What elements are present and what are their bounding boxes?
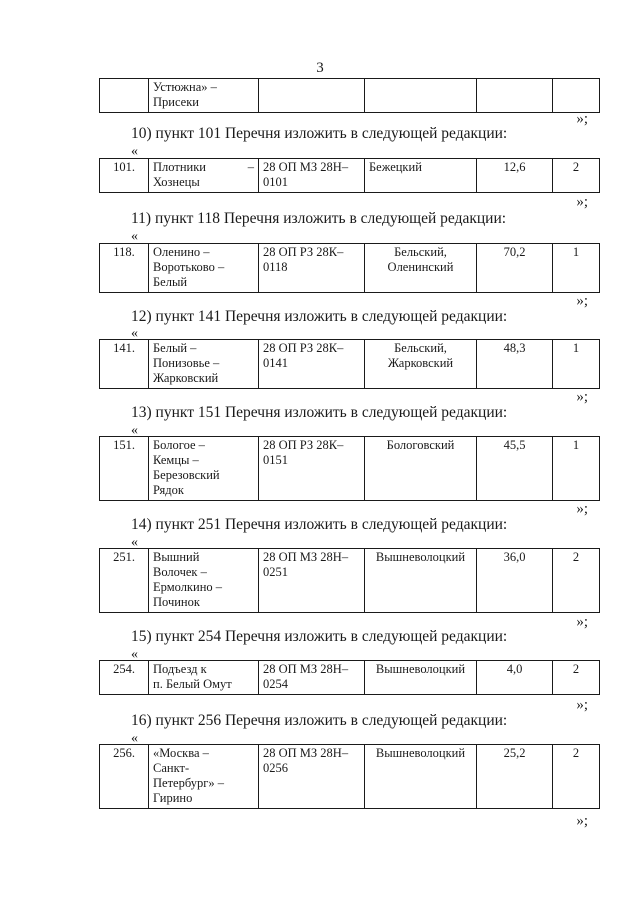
name-line: Рядок (153, 483, 184, 497)
cell-num: 141. (100, 340, 149, 389)
cell-name (149, 437, 259, 501)
opening-quote: « (131, 423, 138, 438)
name-line: Присеки (153, 95, 199, 109)
cell-name (149, 159, 259, 193)
cell-category (553, 79, 600, 113)
district-line: Бельский, (394, 245, 447, 259)
cell-num: 251. (100, 549, 149, 613)
cell-category: 1 (553, 437, 600, 501)
closing-mark: »; (576, 697, 588, 713)
cell-name (149, 79, 259, 113)
cell-name (149, 745, 259, 809)
cell-category: 2 (553, 549, 600, 613)
cell-num: 151. (100, 437, 149, 501)
closing-mark: »; (576, 293, 588, 309)
opening-quote: « (131, 229, 138, 244)
code-line: 28 ОП МЗ 28Н– (263, 662, 349, 676)
name-line: Вышний (153, 550, 200, 564)
code-line: 28 ОП РЗ 28К– (263, 341, 344, 355)
cell-code (259, 437, 365, 501)
name-line: п. Белый Омут (153, 677, 232, 691)
table-row (100, 159, 600, 193)
district-line: Бологовский (386, 438, 455, 452)
section-title: 11) пункт 118 Перечня изложить в следующей редакции: (131, 210, 507, 227)
table-row (100, 437, 600, 501)
cell-category: 2 (553, 745, 600, 809)
cell-length (477, 79, 553, 113)
code-line: 0118 (263, 260, 288, 274)
name-line: Белый (153, 275, 188, 289)
table-row (100, 340, 600, 389)
district-line: Бежецкий (369, 160, 422, 174)
cell-district (365, 79, 477, 113)
district-line: Вышневолоцкий (375, 746, 466, 760)
table-row (100, 549, 600, 613)
road-table (99, 548, 600, 613)
code-line: 28 ОП МЗ 28Н– (263, 746, 349, 760)
name-line: Ермолкино – (153, 580, 223, 594)
opening-quote: « (131, 326, 138, 341)
road-table (99, 660, 600, 695)
closing-mark: »; (576, 389, 588, 405)
cell-category: 1 (553, 340, 600, 389)
code-line: 28 ОП МЗ 28Н– (263, 550, 349, 564)
district-line: Вышневолоцкий (375, 662, 466, 676)
cell-category: 2 (553, 159, 600, 193)
district-line: Бельский, (394, 341, 447, 355)
section-title: 16) пункт 256 Перечня изложить в следующей редакции: (131, 712, 508, 729)
section-title: 14) пункт 251 Перечня изложить в следующей редакции: (131, 516, 508, 533)
road-table (99, 339, 600, 389)
opening-quote: « (131, 535, 138, 550)
cell-length: 36,0 (477, 549, 553, 613)
cell-length: 12,6 (477, 159, 553, 193)
table-row (100, 79, 600, 113)
code-line: 0256 (263, 761, 288, 775)
cell-length: 48,3 (477, 340, 553, 389)
cell-num: 256. (100, 745, 149, 809)
name-line: Волочек – (153, 565, 207, 579)
name-line: Оленино – (153, 245, 210, 259)
cell-district (365, 340, 477, 389)
name-line: «Москва – (153, 746, 209, 760)
cell-district (365, 244, 477, 293)
cell-code (259, 159, 365, 193)
name-line: Починок (153, 595, 200, 609)
name-line: Плотники – (153, 160, 254, 174)
cell-district (365, 661, 477, 695)
section-title: 12) пункт 141 Перечня изложить в следующей редакции: (131, 308, 508, 325)
table-row (100, 244, 600, 293)
closing-mark: »; (576, 813, 588, 829)
road-table (99, 744, 600, 809)
name-line: Санкт- (153, 761, 190, 775)
name-line: Жарковский (153, 371, 219, 385)
page-number: 3 (316, 60, 324, 76)
cell-length: 45,5 (477, 437, 553, 501)
code-line: 0151 (263, 453, 288, 467)
cell-name (149, 549, 259, 613)
section-title: 10) пункт 101 Перечня изложить в следующей редакции: (131, 125, 508, 142)
code-line: 0251 (263, 565, 288, 579)
district-line: Вышневолоцкий (375, 550, 466, 564)
cell-code (259, 340, 365, 389)
code-line: 0101 (263, 175, 288, 189)
cell-category: 1 (553, 244, 600, 293)
name-line: Белый – (153, 341, 197, 355)
name-line: Хознецы (153, 175, 200, 189)
cell-num: 101. (100, 159, 149, 193)
name-line: Воротьково – (153, 260, 225, 274)
road-table (99, 158, 600, 193)
name-line: Понизовье – (153, 356, 220, 370)
cell-length: 70,2 (477, 244, 553, 293)
name-line: Березовский (153, 468, 220, 482)
closing-mark: »; (576, 194, 588, 210)
opening-quote: « (131, 647, 138, 662)
cell-name (149, 244, 259, 293)
opening-quote: « (131, 144, 138, 159)
cell-category: 2 (553, 661, 600, 695)
code-line: 28 ОП РЗ 28К– (263, 438, 344, 452)
name-line: Кемцы – (153, 453, 199, 467)
cell-name (149, 340, 259, 389)
cell-district (365, 745, 477, 809)
cell-length: 4,0 (477, 661, 553, 695)
cell-code (259, 79, 365, 113)
cell-code (259, 244, 365, 293)
cell-length: 25,2 (477, 745, 553, 809)
closing-mark: »; (576, 111, 588, 127)
table-fragment-top (99, 78, 600, 113)
name-line: Бологое – (153, 438, 205, 452)
cell-code (259, 549, 365, 613)
cell-num: 254. (100, 661, 149, 695)
code-line: 0254 (263, 677, 288, 691)
closing-mark: »; (576, 501, 588, 517)
cell-num: 118. (100, 244, 149, 293)
name-line: Гирино (153, 791, 193, 805)
table-row (100, 745, 600, 809)
cell-code (259, 745, 365, 809)
cell-district (365, 549, 477, 613)
district-line: Оленинский (387, 260, 454, 274)
section-title: 15) пункт 254 Перечня изложить в следующей редакции: (131, 628, 508, 645)
cell-district (365, 437, 477, 501)
closing-mark: »; (576, 614, 588, 630)
cell-name (149, 661, 259, 695)
cell-code (259, 661, 365, 695)
section-title: 13) пункт 151 Перечня изложить в следующей редакции: (131, 404, 508, 421)
code-line: 28 ОП МЗ 28Н– (263, 160, 349, 174)
opening-quote: « (131, 731, 138, 746)
code-line: 0141 (263, 356, 288, 370)
code-line: 28 ОП РЗ 28К– (263, 245, 344, 259)
table-row (100, 661, 600, 695)
road-table (99, 243, 600, 293)
name-line: Подъезд к (153, 662, 207, 676)
cell-district (365, 159, 477, 193)
name-line: Петербург» – (153, 776, 224, 790)
district-line: Жарковский (387, 356, 454, 370)
name-line: Устюжна» – (153, 80, 217, 94)
cell-num (100, 79, 149, 113)
road-table (99, 436, 600, 501)
